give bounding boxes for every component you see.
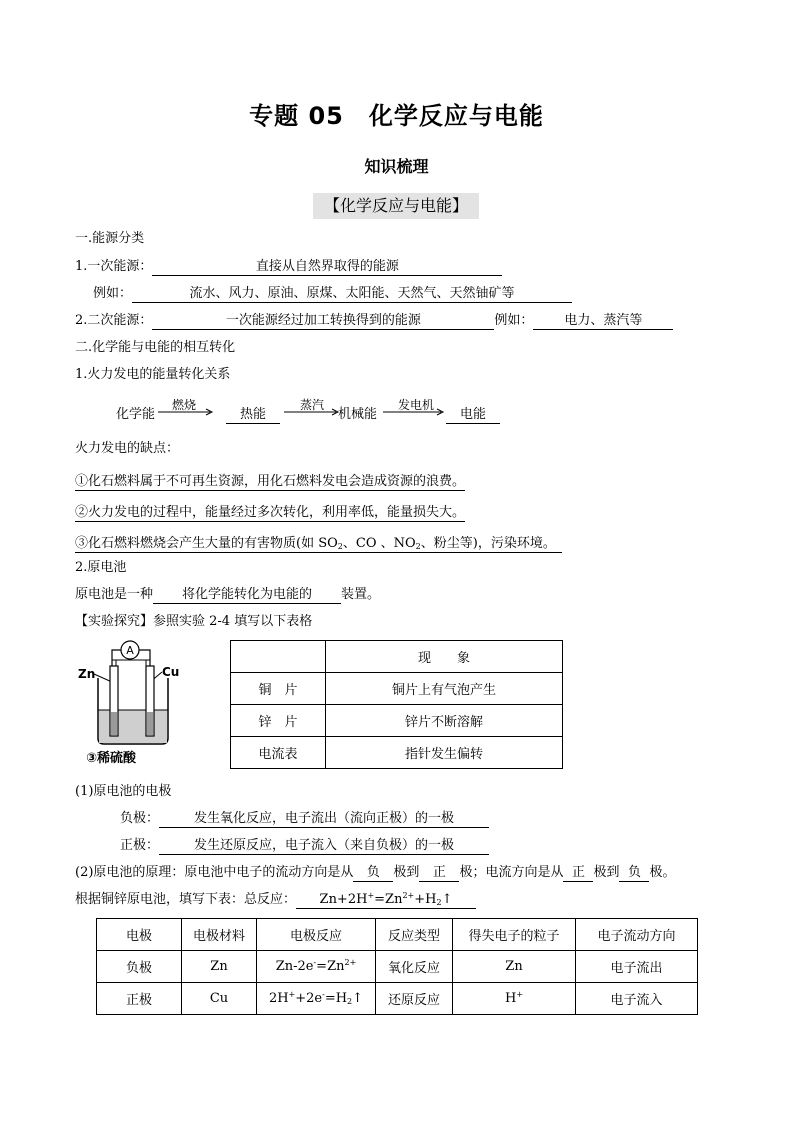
table-row bbox=[231, 641, 563, 673]
flow-arrow1-icon bbox=[158, 408, 214, 418]
drawback-item-2 bbox=[75, 505, 465, 521]
flow-arrow3-icon bbox=[383, 408, 445, 418]
table-header-cell: 得失电子的粒子 bbox=[453, 919, 576, 951]
drawback-1-text: ①化石燃料属于不可再生资源，用化石燃料发电会造成资源的浪费。 bbox=[75, 474, 466, 489]
flow-arrow3-label: 发电机 bbox=[398, 398, 435, 412]
total-reaction-up-arrow: ↑ bbox=[441, 892, 453, 907]
total-reaction-sup-2plus: 2+ bbox=[402, 891, 415, 900]
total-reaction-h: +H bbox=[414, 892, 437, 907]
table-cell: 电流表 bbox=[231, 737, 326, 769]
table-header-phenomenon: 现 象 bbox=[326, 641, 563, 673]
table-cell: 电子流出 bbox=[576, 951, 698, 983]
flow-electric-energy-answer: 电能 bbox=[446, 407, 500, 424]
table-cell: 铜 片 bbox=[231, 673, 326, 705]
negative-electrode-label: 负极： bbox=[120, 811, 160, 826]
drawback-3-sub-so2: 2 bbox=[337, 542, 343, 551]
drawback-item-1 bbox=[75, 474, 465, 490]
primary-example-line bbox=[93, 286, 572, 303]
galvanic-cell-heading: 2.原电池 bbox=[75, 560, 127, 575]
negative-electrode-answer: 发生氧化反应，电子流出（流向正极）的一极 bbox=[159, 811, 489, 828]
total-reaction-line bbox=[75, 892, 476, 909]
principle-answer-current-from: 正 bbox=[563, 865, 593, 882]
rxn-part: =Zn bbox=[316, 959, 345, 974]
cell-def-answer: 将化学能转化为电能的 bbox=[153, 587, 341, 604]
positive-electrode-label: 正极： bbox=[120, 838, 160, 853]
negative-electrode-line bbox=[120, 811, 489, 828]
total-reaction-sup-plus: + bbox=[367, 891, 375, 900]
table-cell: 氧化反应 bbox=[376, 951, 453, 983]
experiment-table bbox=[230, 640, 563, 769]
cu-label: Cu bbox=[162, 665, 180, 679]
secondary-energy-line bbox=[75, 313, 673, 330]
particle-h: H bbox=[504, 991, 517, 1006]
table-cell: 铜片上有气泡产生 bbox=[326, 673, 563, 705]
secondary-example-answer: 电力、蒸汽等 bbox=[533, 313, 673, 330]
secondary-energy-label: 2.二次能源： bbox=[75, 313, 153, 328]
table-row bbox=[231, 673, 563, 705]
drawback-3-part-e: 、粉尘等)，污染环境。 bbox=[420, 536, 550, 551]
total-reaction-eq: =Zn bbox=[374, 892, 403, 907]
cell-def-suffix: 装置。 bbox=[341, 587, 381, 602]
drawback-3-sub-no2: 2 bbox=[415, 542, 421, 551]
positive-electrode-answer: 发生还原反应，电子流入（来自负极）的一极 bbox=[159, 838, 489, 855]
cell-def-prefix: 原电池是一种 bbox=[75, 587, 154, 602]
example2-label: 例如： bbox=[494, 313, 534, 328]
principle-text-e: 极；电流方向是从 bbox=[459, 865, 564, 880]
rxn-sub: 2 bbox=[347, 997, 353, 1006]
table-header-cell: 电极 bbox=[97, 919, 182, 951]
table-cell: 指针发生偏转 bbox=[326, 737, 563, 769]
table-row bbox=[231, 705, 563, 737]
secondary-energy-answer: 一次能源经过加工转换得到的能源 bbox=[152, 313, 494, 330]
total-reaction-label: 根据铜锌原电池，填写下表：总反应： bbox=[75, 892, 297, 907]
drawback-3-text bbox=[75, 536, 562, 553]
table-cell: 负极 bbox=[97, 951, 182, 983]
drawback-item-3 bbox=[75, 536, 562, 552]
galvanic-cell-apparatus-image bbox=[76, 638, 188, 768]
table-cell: 锌 片 bbox=[231, 705, 326, 737]
electrodes-heading: (1)原电池的电极 bbox=[75, 784, 172, 799]
apparatus-caption: ③稀硫酸 bbox=[86, 751, 137, 766]
flow-heat-energy-answer: 热能 bbox=[226, 407, 280, 424]
primary-energy-label: 1.一次能源： bbox=[75, 259, 153, 274]
rxn-sup: + bbox=[288, 990, 296, 999]
rxn-part: +2e bbox=[295, 991, 323, 1006]
rxn-part: =H bbox=[324, 991, 348, 1006]
table-header-cell: 电极反应 bbox=[257, 919, 376, 951]
table-header-cell: 电子流动方向 bbox=[576, 919, 698, 951]
flow-mechanical-energy: 机械能 bbox=[338, 407, 378, 422]
rxn-up-arrow: ↑ bbox=[352, 991, 364, 1006]
drawback-2-text: ②火力发电的过程中，能量经过多次转化，利用率低，能量损失大。 bbox=[75, 505, 466, 520]
section-heading-conversion: 二.化学能与电能的相互转化 bbox=[75, 340, 236, 355]
table-row bbox=[97, 919, 698, 951]
principle-line bbox=[75, 865, 675, 882]
table-row bbox=[97, 983, 698, 1015]
table-cell: Zn bbox=[182, 951, 257, 983]
table-cell: 正极 bbox=[97, 983, 182, 1015]
flow-chemical-energy: 化学能 bbox=[116, 407, 156, 422]
galvanic-cell-definition bbox=[75, 587, 380, 604]
zn-label: Zn bbox=[78, 667, 96, 681]
principle-text-g: 极到 bbox=[593, 865, 620, 880]
table-cell bbox=[231, 641, 326, 673]
table-cell-reaction bbox=[257, 951, 376, 983]
table-row bbox=[231, 737, 563, 769]
table-cell: 电子流入 bbox=[576, 983, 698, 1015]
principle-answer-current-to: 负 bbox=[619, 865, 649, 882]
principle-answer-electron-to: 正 bbox=[419, 865, 459, 882]
table-cell-reaction bbox=[257, 983, 376, 1015]
page-subtitle: 知识梳理 bbox=[364, 157, 429, 176]
primary-energy-line bbox=[75, 259, 502, 276]
section-heading-box: 【化学反应与电能】 bbox=[313, 193, 479, 219]
table-header-cell: 电极材料 bbox=[182, 919, 257, 951]
flow-heat-energy bbox=[226, 407, 280, 424]
primary-example-answer: 流水、风力、原油、原煤、太阳能、天然气、天然铀矿等 bbox=[132, 286, 572, 303]
total-reaction-zn: Zn+2H bbox=[319, 892, 368, 907]
total-reaction-answer bbox=[296, 892, 476, 909]
drawback-3-part-c: 、CO 、NO bbox=[342, 536, 416, 551]
galvanic-cell-table bbox=[96, 918, 698, 1015]
rxn-sup: - bbox=[313, 958, 317, 967]
table-cell: Cu bbox=[182, 983, 257, 1015]
flow-arrow1-label: 燃烧 bbox=[172, 398, 197, 412]
positive-electrode-line bbox=[120, 838, 489, 855]
table-cell: Zn bbox=[453, 951, 576, 983]
page-title: 专题 05 化学反应与电能 bbox=[249, 102, 544, 130]
flow-electric-energy bbox=[446, 407, 500, 424]
table-cell: 还原反应 bbox=[376, 983, 453, 1015]
table-cell bbox=[453, 983, 576, 1015]
principle-text-a: (2)原电池的原理：原电池中电子的流动方向是从 bbox=[75, 865, 354, 880]
table-row bbox=[97, 951, 698, 983]
experiment-heading: 【实验探究】参照实验 2-4 填写以下表格 bbox=[75, 614, 313, 629]
principle-text-c: 极到 bbox=[393, 865, 420, 880]
rxn-sup: - bbox=[322, 990, 325, 999]
flow-arrow2-icon bbox=[284, 408, 340, 418]
drawbacks-heading: 火力发电的缺点： bbox=[75, 441, 180, 456]
primary-energy-answer: 直接从自然界取得的能源 bbox=[152, 259, 502, 276]
rxn-part: 2H bbox=[268, 991, 289, 1006]
rxn-sup: 2+ bbox=[344, 958, 357, 967]
principle-answer-electron-from: 负 bbox=[353, 865, 393, 882]
particle-sup: + bbox=[516, 990, 524, 999]
total-reaction-sub-2: 2 bbox=[436, 898, 442, 907]
flow-arrow2-label: 蒸汽 bbox=[300, 398, 325, 412]
section-heading-energy-types: 一.能源分类 bbox=[75, 231, 145, 246]
drawback-3-part-a: ③化石燃料燃烧会产生大量的有害物质(如 SO bbox=[75, 536, 338, 551]
table-header-cell: 反应类型 bbox=[376, 919, 453, 951]
thermal-power-heading: 1.火力发电的能量转化关系 bbox=[75, 367, 231, 382]
ammeter-label: A bbox=[126, 644, 134, 657]
example-label: 例如： bbox=[93, 286, 133, 301]
table-cell: 锌片不断溶解 bbox=[326, 705, 563, 737]
rxn-part: Zn-2e bbox=[275, 959, 314, 974]
principle-text-i: 极。 bbox=[649, 865, 676, 880]
